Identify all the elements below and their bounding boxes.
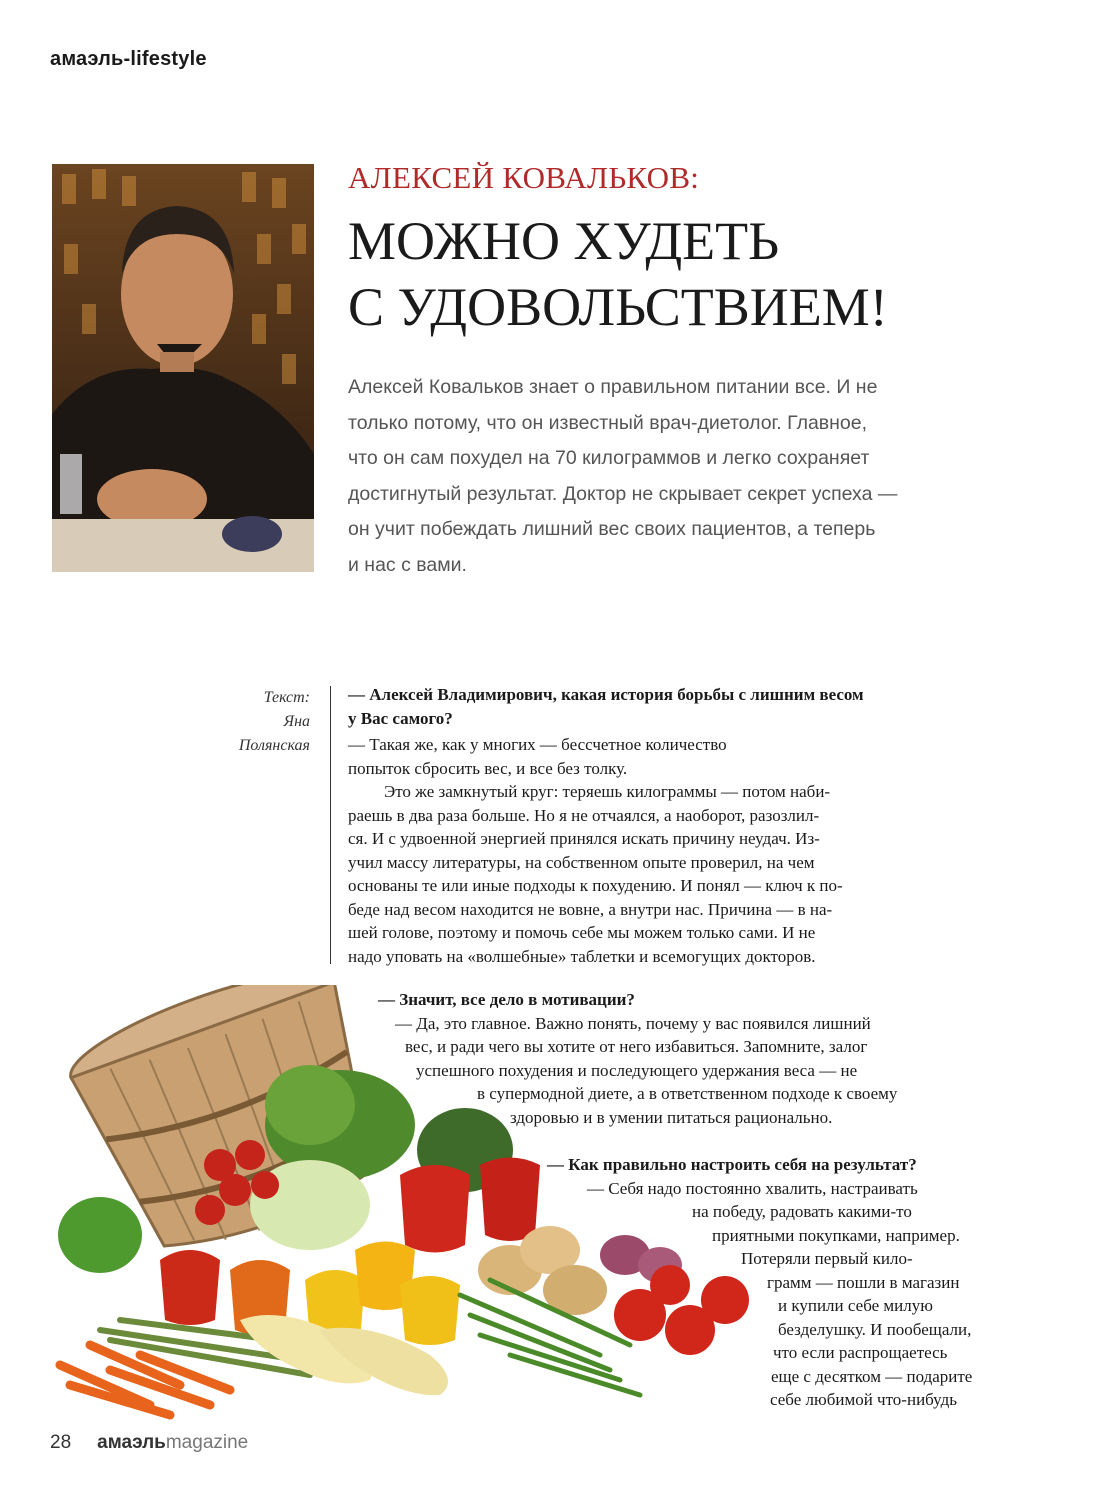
- portrait-photo: [52, 164, 314, 572]
- answer-line: в супермодной диете, а в ответственном подходе к своему: [477, 1084, 898, 1103]
- answer-line: себе любимой что-нибудь: [770, 1390, 957, 1409]
- answer-line: что если распрощаетесь: [773, 1343, 948, 1362]
- headline-line: С УДОВОЛЬСТВИЕМ!: [348, 277, 888, 337]
- page-number: 28: [50, 1432, 72, 1453]
- answer-1: [348, 733, 843, 968]
- answer-line: Потеряли первый кило-: [741, 1249, 913, 1268]
- lead-line: что он сам похудел на 70 килограммов и легко сохраняет: [348, 447, 870, 469]
- byline-line: Полянская: [238, 737, 310, 754]
- answer-line: безделушку. И пообещали,: [778, 1319, 972, 1339]
- answer-line: беде над весом находится не вовне, а внутри нас. Причина — в на-: [348, 899, 833, 919]
- answer-line: основаны те или иные подходы к похудению. И понял — ключ к по-: [348, 876, 843, 895]
- answer-line: приятными покупками, например.: [712, 1225, 960, 1245]
- lead-line: он учит побеждать лишний вес своих пациентов, а теперь: [348, 518, 876, 540]
- lead-paragraph: [348, 370, 1048, 583]
- question-3: — Как правильно настроить себя на результат?: [547, 1155, 917, 1174]
- answer-line: на победу, радовать какими-то: [692, 1202, 912, 1221]
- question-2: — Значит, все дело в мотивации?: [378, 990, 635, 1009]
- qa-block-2: [0, 988, 897, 1129]
- answer-line: учил массу литературы, на собственном опыте проверил, на чем: [348, 852, 815, 872]
- answer-line: еще с десятком — подарите: [771, 1366, 973, 1386]
- answer-line: вес, и ради чего вы хотите от него избавиться. Запомните, залог: [405, 1037, 868, 1056]
- byline-line: Яна: [283, 713, 310, 730]
- page-footer: [50, 1432, 248, 1454]
- answer-line: успешного похудения и последующего удержания веса — не: [416, 1060, 858, 1080]
- article-headline: [348, 208, 1068, 340]
- answer-line: раешь в два раза больше. Но я не отчаялся, а наоборот, разозлил-: [348, 805, 820, 825]
- byline-divider: [330, 686, 331, 964]
- lead-line: достигнутый результат. Доктор не скрывает секрет успеха —: [348, 482, 898, 505]
- answer-line: Это же замкнутый круг: теряешь килограммы — потом наби-: [384, 782, 831, 801]
- answer-line: надо уповать на «волшебные» таблетки и всемогущих докторов.: [348, 946, 816, 966]
- article-kicker: АЛЕКСЕЙ КОВАЛЬКОВ:: [348, 160, 700, 195]
- footer-brand: амаэль: [97, 1432, 166, 1453]
- lead-line: и нас с вами.: [348, 553, 467, 576]
- footer-magazine: magazine: [165, 1432, 249, 1453]
- question-line: у Вас самого?: [348, 708, 453, 728]
- question-1: [348, 683, 864, 730]
- author-byline: [180, 686, 310, 758]
- question-line: — Алексей Владимирович, какая история борьбы с лишним весом: [348, 685, 864, 704]
- headline-line: МОЖНО ХУДЕТЬ: [348, 211, 780, 271]
- answer-line: грамм — пошли в магазин: [767, 1272, 960, 1292]
- answer-line: ся. И с удвоенной энергией принялся искать причину неудач. Из-: [348, 829, 820, 848]
- answer-line: — Да, это главное. Важно понять, почему у вас появился лишний: [395, 1013, 871, 1033]
- answer-line: — Себя надо постоянно хвалить, настраивать: [587, 1178, 918, 1198]
- answer-line: — Такая же, как у многих — бессчетное количество: [348, 735, 727, 754]
- section-tag: амаэль-lifestyle: [50, 48, 207, 70]
- answer-line: шей голове, поэтому и помочь себе мы можем только сами. И не: [348, 923, 816, 942]
- answer-line: и купили себе милую: [778, 1296, 933, 1315]
- lead-line: только потому, что он известный врач-диетолог. Главное,: [348, 411, 868, 434]
- answer-line: здоровью и в умении питаться рационально.: [510, 1107, 833, 1127]
- byline-line: Текст:: [263, 689, 310, 706]
- lead-line: Алексей Ковальков знает о правильном питании все. И не: [348, 376, 878, 398]
- answer-line: попыток сбросить вес, и все без толку.: [348, 758, 628, 778]
- qa-block-3: [0, 1153, 972, 1412]
